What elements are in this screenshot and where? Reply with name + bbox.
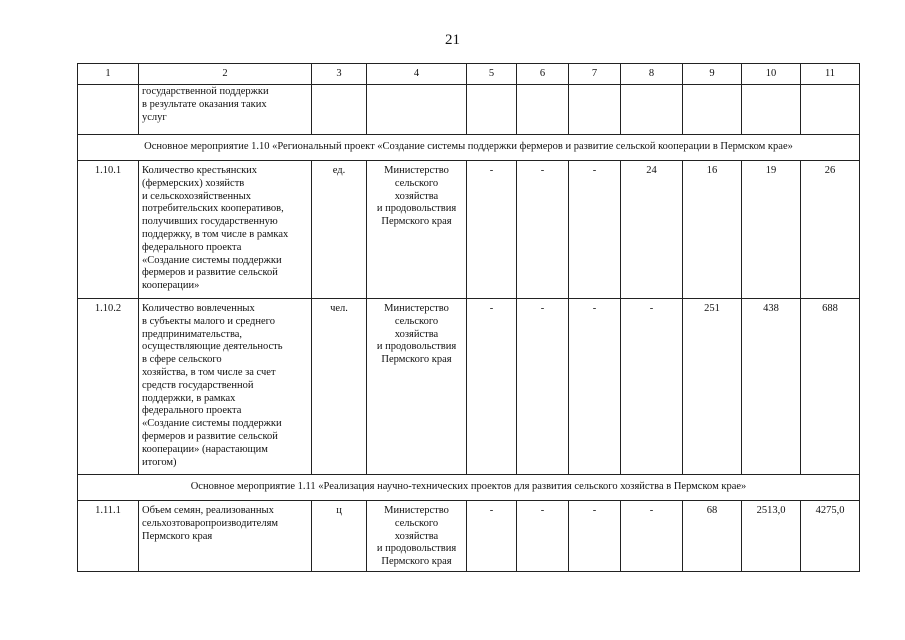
table-row: [78, 161, 860, 299]
value-cell: -: [467, 161, 517, 299]
section-row: [78, 475, 860, 501]
unit-cell: ед.: [312, 161, 367, 299]
value-cell: [569, 85, 621, 135]
executor-cell: Министерство сельского хозяйства и продовольствия Пермского края: [367, 299, 467, 475]
indicator-cell: Количество крестьянских (фермерских) хозяйств и сельскохозяйственных потребительских кооперативов, получивших государственную поддержку, в том числе в рамках федерального проекта «Создание системы поддержки фермеров и развитие сельской кооперации»: [139, 161, 312, 299]
value-cell: -: [569, 501, 621, 572]
column-number: 9: [683, 64, 742, 85]
table-row: [78, 501, 860, 572]
section-row: [78, 135, 860, 161]
value-cell: -: [517, 161, 569, 299]
value-cell: 68: [683, 501, 742, 572]
code-cell: 1.11.1: [78, 501, 139, 572]
code-cell: 1.10.1: [78, 161, 139, 299]
value-cell: -: [621, 501, 683, 572]
value-cell: -: [467, 501, 517, 572]
column-number: 5: [467, 64, 517, 85]
page-number: 21: [445, 32, 460, 48]
value-cell: -: [517, 299, 569, 475]
value-cell: [467, 85, 517, 135]
executor-cell: Министерство сельского хозяйства и продовольствия Пермского края: [367, 501, 467, 572]
column-number: 6: [517, 64, 569, 85]
indicator-cell: Объем семян, реализованных сельхозтоваропроизводителям Пермского края: [139, 501, 312, 572]
column-number: 7: [569, 64, 621, 85]
unit-cell: ц: [312, 501, 367, 572]
continuation-row: [78, 85, 860, 135]
value-cell: [517, 85, 569, 135]
code-cell: 1.10.2: [78, 299, 139, 475]
section-title-1-10: Основное мероприятие 1.10 «Региональный проект «Создание системы поддержки фермеров и развитие сельской кооперации в Пермском крае»: [78, 135, 860, 161]
value-cell: -: [517, 501, 569, 572]
value-cell: -: [569, 299, 621, 475]
value-cell: [621, 85, 683, 135]
value-cell: 2513,0: [742, 501, 801, 572]
value-cell: 4275,0: [801, 501, 860, 572]
column-number: 3: [312, 64, 367, 85]
column-number: 2: [139, 64, 312, 85]
indicators-table: [77, 63, 860, 572]
value-cell: [801, 85, 860, 135]
indicator-cell: Количество вовлеченных в субъекты малого и среднего предпринимательства, осуществляющие деятельность в сфере сельского хозяйства, в том числе за счет средств государственной поддержки, в рамках федерального проекта «Создание системы поддержки фермеров и развитие сельской кооперации» (нарастающим итогом): [139, 299, 312, 475]
value-cell: 24: [621, 161, 683, 299]
column-number: 4: [367, 64, 467, 85]
indicator-cell: государственной поддержки в результате оказания таких услуг: [139, 85, 312, 135]
value-cell: 19: [742, 161, 801, 299]
column-number-row: [78, 64, 860, 85]
code-cell: [78, 85, 139, 135]
value-cell: 16: [683, 161, 742, 299]
table-row: [78, 299, 860, 475]
value-cell: 438: [742, 299, 801, 475]
column-number: 8: [621, 64, 683, 85]
unit-cell: [312, 85, 367, 135]
value-cell: -: [569, 161, 621, 299]
column-number: 1: [78, 64, 139, 85]
column-number: 11: [801, 64, 860, 85]
section-title-1-11: Основное мероприятие 1.11 «Реализация научно-технических проектов для развития сельского хозяйства в Пермском крае»: [78, 475, 860, 501]
value-cell: 26: [801, 161, 860, 299]
unit-cell: чел.: [312, 299, 367, 475]
value-cell: 688: [801, 299, 860, 475]
executor-cell: [367, 85, 467, 135]
value-cell: [742, 85, 801, 135]
column-number: 10: [742, 64, 801, 85]
value-cell: [683, 85, 742, 135]
value-cell: -: [467, 299, 517, 475]
value-cell: -: [621, 299, 683, 475]
value-cell: 251: [683, 299, 742, 475]
executor-cell: Министерство сельского хозяйства и продовольствия Пермского края: [367, 161, 467, 299]
